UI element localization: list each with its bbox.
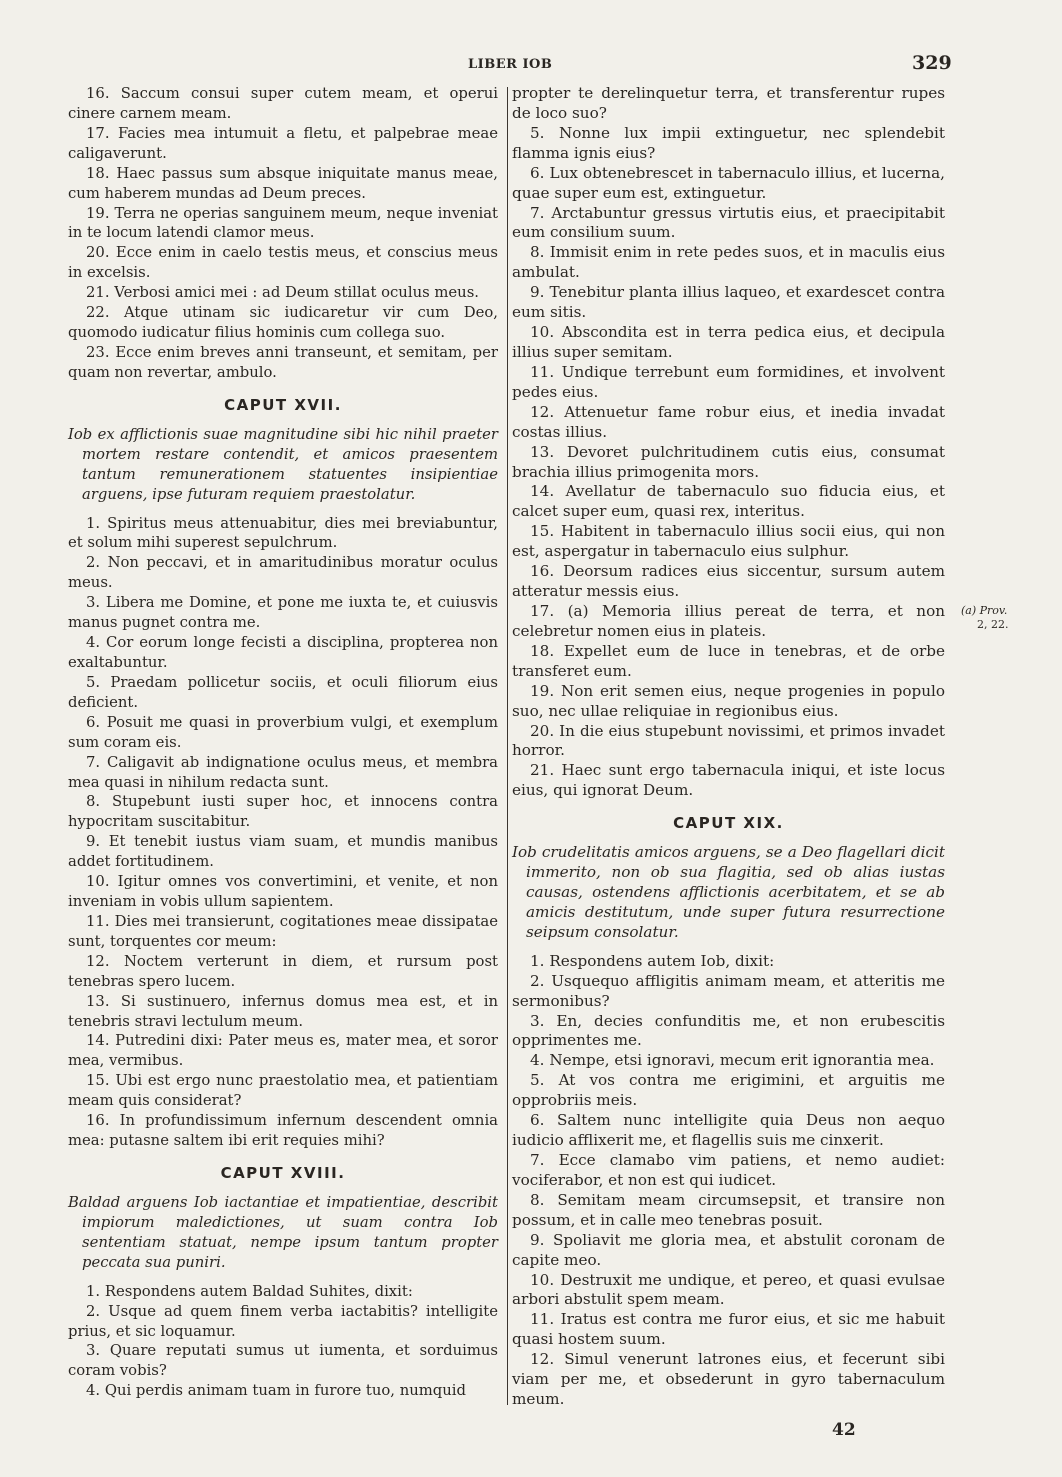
chapter-heading: CAPUT XVII. <box>224 395 342 414</box>
verse: 9. Tenebitur planta illius laqueo, et exardescet contra eum sitis. <box>512 283 945 322</box>
verse-continuation: propter te derelinquetur terra, et transferentur rupes de loco suo? <box>512 84 945 122</box>
right-column <box>512 84 945 1410</box>
verse: 15. Ubi est ergo nunc praestolatio mea, et patientiam meam quis considerat? <box>68 1072 498 1110</box>
verse: 15. Habitent in tabernaculo illius socii eius, qui non est, aspergatur in tabernaculo eius sulphur. <box>512 522 945 561</box>
verse: 11. Iratus est contra me furor eius, et sic me habuit quasi hostem suum. <box>512 1310 945 1349</box>
verse: 16. Saccum consui super cutem meam, et operui cinere carnem meam. <box>68 85 498 122</box>
margin-note-marker: (a) Prov. <box>961 604 1008 617</box>
verses-chapter-17 <box>68 514 498 1152</box>
verse: 14. Avellatur de tabernaculo suo fiducia eius, et calcet super eum, quasi rex, interitus. <box>512 482 945 521</box>
verse: 2. Non peccavi, et in amaritudinibus moratur oculus meus. <box>68 554 498 592</box>
verse: 6. Lux obtenebrescet in tabernaculo illius, et lucerna, quae super eum est, extinguetur. <box>512 163 945 202</box>
verse: 9. Et tenebit iustus viam suam, et mundis manibus addet fortitudinem. <box>68 833 498 871</box>
verse: 1. Respondens autem Baldad Suhites, dixit: <box>86 1282 413 1300</box>
verse: 10. Igitur omnes vos convertimini, et venite, et non inveniam in vobis ullum sapientem. <box>68 873 498 911</box>
verse: 8. Immisit enim in rete pedes suos, et in maculis eius ambulat. <box>512 243 945 282</box>
verse: 20. In die eius stupebunt novissimi, et primos invadet horror. <box>512 721 945 760</box>
verse: 2. Usquequo affligitis animam meam, et atteritis me sermonibus? <box>512 971 945 1010</box>
verse: 1. Spiritus meus attenuabitur, dies mei breviabuntur, et solum mihi superest sepulchrum. <box>68 514 498 552</box>
column-divider <box>507 87 508 1405</box>
verse: 18. Expellet eum de luce in tenebras, et de orbe transferet eum. <box>512 641 945 680</box>
verse: 17. (a) Memoria illius pereat de terra, et non celebretur nomen eius in plateis. <box>512 601 945 640</box>
verses-chapter-18 <box>68 1282 498 1402</box>
margin-note-reference: 2, 22. <box>977 618 1009 631</box>
verse: 3. Quare reputati sumus ut iumenta, et sorduimus coram vobis? <box>68 1342 498 1380</box>
verse: 19. Non erit semen eius, neque progenies in populo suo, nec ullae reliquiae in regionibus eius. <box>512 681 945 720</box>
verse: 4. Qui perdis animam tuam in furore tuo, numquid <box>86 1382 467 1400</box>
verse: 21. Verbosi amici mei : ad Deum stillat oculus meus. <box>86 284 480 302</box>
verse: 1. Respondens autem Iob, dixit: <box>530 951 775 970</box>
verse: 7. Caligavit ab indignatione oculus meus, et membra mea quasi in nihilum redacta sunt. <box>68 753 498 791</box>
verse: 13. Devoret pulchritudinem cutis eius, consumat brachia illius primogenita mors. <box>512 442 945 481</box>
signature-mark: 42 <box>832 1420 856 1440</box>
verses-chapter-19 <box>512 952 945 1410</box>
verse: 4. Nempe, etsi ignoravi, mecum erit ignorantia mea. <box>530 1051 935 1070</box>
verse: 5. At vos contra me erigimini, et arguitis me opprobriis meis. <box>512 1071 945 1110</box>
verse: 17. Facies mea intumuit a fletu, et palpebrae meae caligaverunt. <box>68 124 498 162</box>
verse: 8. Semitam meam circumsepsit, et transire non possum, et in calle meo tenebras posuit. <box>512 1190 945 1229</box>
verse: 21. Haec sunt ergo tabernacula iniqui, et iste locus eius, qui ignorat Deum. <box>512 761 945 800</box>
verse: 3. Libera me Domine, et pone me iuxta te, et cuiusvis manus pugnet contra me. <box>68 594 498 632</box>
verse: 3. En, decies confunditis me, et non erubescitis opprimentes me. <box>512 1011 945 1050</box>
verse: 12. Simul venerunt latrones eius, et fecerunt sibi viam per me, et obsederunt in gyro tabernaculum meum. <box>512 1350 945 1409</box>
verse: 12. Noctem verterunt in diem, et rursum post tenebras spero lucem. <box>68 952 498 990</box>
verse: 23. Ecce enim breves anni transeunt, et semitam, per quam non revertar, ambulo. <box>68 343 498 381</box>
page-number: 329 <box>912 52 952 74</box>
margin-note <box>961 604 1009 632</box>
verse: 11. Undique terrebunt eum formidines, et involvent pedes eius. <box>512 362 945 401</box>
verse: 9. Spoliavit me gloria mea, et abstulit coronam de capite meo. <box>512 1230 945 1269</box>
chapter-heading: CAPUT XIX. <box>673 814 784 833</box>
chapter-summary: Iob ex afflictionis suae magnitudine sibi hic nihil praeter mortem restare contendit, et amicos praesentem tantum remunerationem statuentes insipientiae arguens, ipse futuram requiem praestolatur. <box>68 425 498 503</box>
chapter-summary: Iob crudelitatis amicos arguens, se a Deo flagellari dicit immerito, non ob sua flagitia, sed ob alias iustas causas, ostendens afflictionis acerbitatem, et se ab amicis destitutum, unde super futura resurrectione seipsum consolatur. <box>512 843 945 941</box>
verse: 16. Deorsum radices eius siccentur, sursum autem atteratur messis eius. <box>512 562 945 601</box>
left-column <box>68 84 498 1401</box>
verse: 4. Cor eorum longe fecisti a disciplina, propterea non exaltabuntur. <box>68 634 498 671</box>
verse: 5. Nonne lux impii extinguetur, nec splendebit flamma ignis eius? <box>512 123 945 162</box>
verse: 16. In profundissimum infernum descendent omnia mea: putasne saltem ibi erit requies mihi? <box>68 1112 498 1150</box>
chapter-summary: Baldad arguens Iob iactantiae et impatientiae, describit impiorum maledictiones, ut suam contra Iob sententiam statuat, nempe ipsum tantum propter peccata sua puniri. <box>68 1194 498 1271</box>
verses-chapter-18-continued <box>512 124 945 801</box>
verse: 10. Destruxit me undique, et pereo, et quasi evulsae arbori abstulit spem meam. <box>512 1270 945 1309</box>
verse: 20. Ecce enim in caelo testis meus, et conscius meus in excelsis. <box>68 244 498 282</box>
verse: 6. Saltem nunc intelligite quia Deus non aequo iudicio afflixerit me, et flagellis suis me cinxerit. <box>512 1111 945 1150</box>
verse: 22. Atque utinam sic iudicaretur vir cum Deo, quomodo iudicatur filius hominis cum collega suo. <box>68 304 498 342</box>
verse: 12. Attenuetur fame robur eius, et inedia invadat costas illius. <box>512 402 945 441</box>
verses-chapter-16 <box>68 84 498 383</box>
verse: 8. Stupebunt iusti super hoc, et innocens contra hypocritam suscitabitur. <box>68 793 498 831</box>
verse: 13. Si sustinuero, infernus domus mea est, et in tenebris stravi lectulum meum. <box>68 992 498 1030</box>
verse: 19. Terra ne operias sanguinem meum, neque inveniat in te locum latendi clamor meus. <box>68 204 498 242</box>
verse: 14. Putredini dixi: Pater meus es, mater mea, et soror mea, vermibus. <box>68 1032 498 1070</box>
running-head: LIBER IOB <box>468 57 553 72</box>
verse: 10. Abscondita est in terra pedica eius, et decipula illius super semitam. <box>512 323 945 361</box>
verse: 7. Ecce clamabo vim patiens, et nemo audiet: vociferabor, et non est qui iudicet. <box>512 1151 945 1189</box>
verse: 6. Posuit me quasi in proverbium vulgi, et exemplum sum coram eis. <box>68 713 498 751</box>
verse: 2. Usque ad quem finem verba iactabitis? intelligite prius, et sic loquamur. <box>68 1302 498 1340</box>
verse: 18. Haec passus sum absque iniquitate manus meae, cum haberem mundas ad Deum preces. <box>68 164 498 202</box>
verse: 5. Praedam pollicetur sociis, et oculi filiorum eius deficient. <box>68 673 498 711</box>
verse: 7. Arctabuntur gressus virtutis eius, et praecipitabit eum consilium suum. <box>512 203 945 242</box>
chapter-heading: CAPUT XVIII. <box>220 1164 346 1183</box>
verse: 11. Dies mei transierunt, cogitationes meae dissipatae sunt, torquentes cor meum: <box>68 912 498 950</box>
